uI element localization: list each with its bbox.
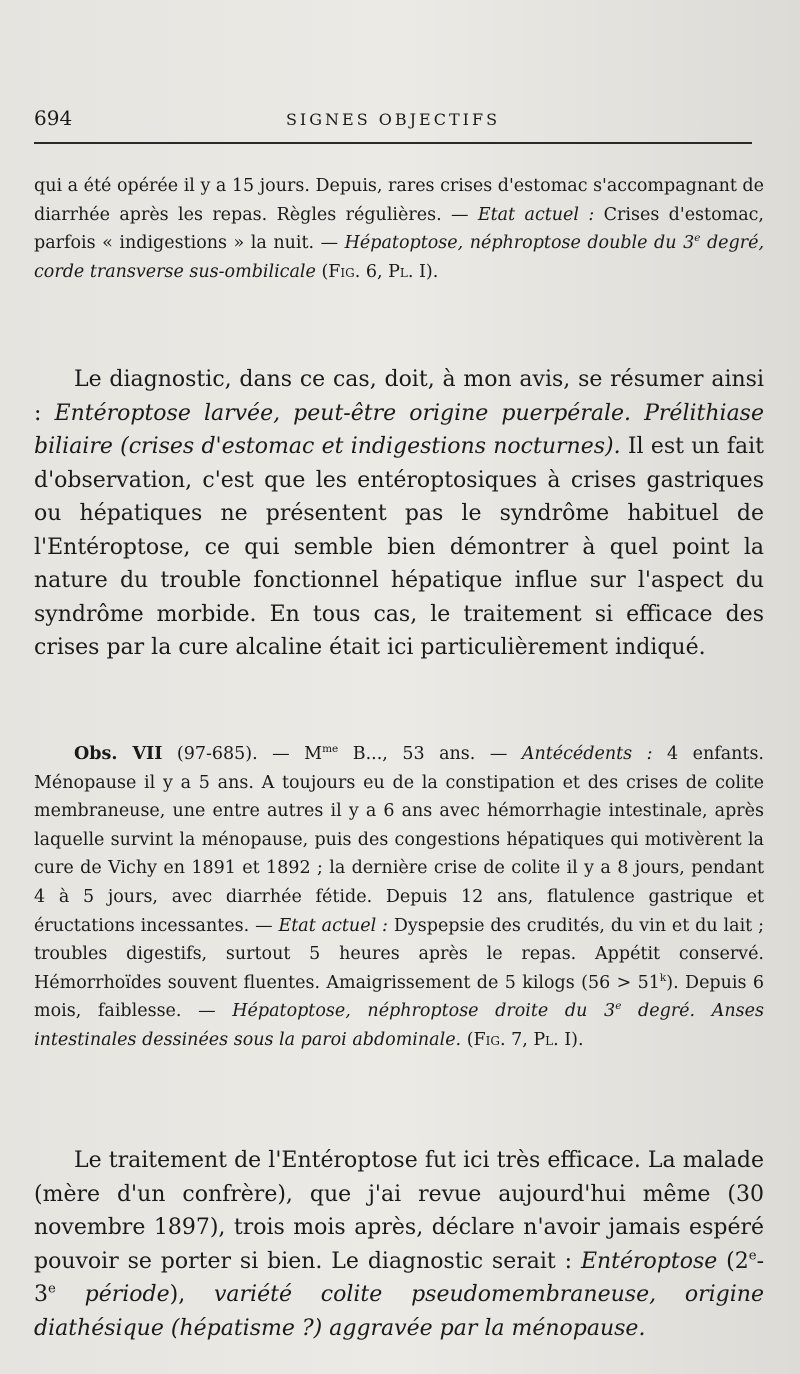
text-run: -3 [34, 1248, 764, 1307]
diagnosis-paragraph [34, 363, 764, 665]
italic-run: période [84, 1282, 170, 1307]
italic-run: variété colite pseudomembraneuse, origine diathésique (hépatisme ?) aggravée par la ménopause. [34, 1282, 764, 1341]
italic-run: Hépatoptose, néphroptose droite du 3e degré. Anses intestinales dessinées sous la paroi abdominale. [34, 1000, 764, 1050]
text-run: ( [461, 1029, 474, 1050]
italic-run: Hépatoptose, néphroptose double du 3e degré, corde transverse sus-ombilicale [34, 232, 765, 282]
text-run: qui a été opérée il y a 15 jours. Depuis, rares crises d'estomac s'accompagnant de diarrhée après les repas. Règles régulières. — [34, 176, 764, 225]
text-run: ), [169, 1282, 214, 1307]
text-run: Le diagnostic, dans ce cas, doit, à mon avis, se résumer ainsi : [34, 367, 764, 426]
italic-run: Entéroptose [580, 1248, 718, 1274]
plate-ref: Pl [388, 261, 408, 282]
page-header [34, 102, 752, 144]
text-run: Dyspepsie des crudités, du vin et du lait ; troubles digestifs, surtout 5 heures après le repas. Appétit conservé. Hémorrhoïdes souvent fluentes. Amaigrissement de 5 kilogs (56 > 51 [34, 915, 764, 993]
text-run: B..., 53 ans. — [338, 744, 522, 764]
italic-run: Antécédents : [521, 744, 653, 764]
observation-continuation-paragraph [34, 172, 764, 286]
treatment-paragraph: Le traitement de l'Entéroptose fut ici très efficace. La malade (mère d'un confrère), que j'ai revue aujourd'hui même (30 novembre 1897), trois mois après, déclare n'avoir jamais espéré pouvoir se porter si bien. Le diagnostic serait : Entéroptose (2e-3e période), variété colite pseudomembraneuse, origine diathésique (hépatisme ?) aggravée par la ménopause. [34, 1148, 764, 1341]
text-run: Il est un fait d'observation, c'est que les entéroptosiques à crises gastriques ou hépatiques ne présentent pas le syndrôme habituel de l'Entéroptose, ce qui semble bien démontrer à quel point la nature du trouble fonctionnel hépatique influe sur l'aspect du syndrôme morbide. En tous cas, le traitement si efficace des crises par la cure alcaline était ici particulièrement indiqué. [34, 434, 764, 660]
text-run: Le traitement de l'Entéroptose fut ici très efficace. La malade (mère d'un confrère), que j'ai revue aujourd'hui même (30 novembre 1897), trois mois après, déclare n'avoir jamais espéré pouvoir se porter si bien. Le diagnostic serait : [34, 1148, 764, 1274]
text-run [56, 1282, 85, 1307]
plate-ref: Pl [533, 1029, 554, 1050]
italic-run: Entéroptose larvée, peut-être origine puerpérale. Prélithiase biliaire (crises d'estomac et indigestions nocturnes). [34, 400, 764, 459]
text-run: 4 enfants. Ménopause il y a 5 ans. A toujours eu de la constipation et des crises de colite membraneuse, une entre autres il y a 6 ans avec hémorrhagie intestinale, après laquelle survint la ménopause, puis des congestions hépatiques qui motivèrent la cure de Vichy en 1891 et 1892 ; la dernière crise de colite il y a 8 jours, pendant 4 à 5 jours, avec diarrhée fétide. Depuis 12 ans, flatulence gastrique et éructations incessantes. — [34, 744, 764, 936]
figure-ref: Fig [473, 1029, 500, 1050]
text-run: . 7, [499, 1029, 534, 1050]
text-run: Crises d'estomac, parfois « indigestions » la nuit. — [34, 204, 764, 254]
text-run: (97-685). — M [162, 744, 323, 764]
text-run: ( [315, 261, 329, 282]
text-run: . I). [553, 1029, 584, 1050]
text-run: . I). [407, 261, 439, 282]
running-title: SIGNES OBJECTIFS [285, 110, 501, 129]
observation-vii-paragraph: Obs. VII (97-685). — $M^{me}$ B..., 53 ans. — Antécédents : 4 enfants. Ménopause il y a 5 ans. A toujours eu de la constipation et des crises de colite membraneuse, une entre autres il y a 6 ans avec hémorrhagie intestinale, après laquelle survint la ménopause, puis des congestions hépatiques qui motivèrent la cure de Vichy en 1891 et 1892 ; la dernière crise de colite il y a 8 jours, pendant 4 à 5 jours, avec diarrhée fétide. Depuis 12 ans, flatulence gastrique et éructations incessantes. — Etat actuel : Dyspepsie des crudités, du vin et du lait ; troubles digestifs, surtout 5 heures après le repas. Appétit conservé. Hémorrhoïdes souvent fluentes. Amaigrissement de 5 kilogs $(56 > 51^k)$. Depuis 6 mois, faiblesse. — Hépatoptose, néphroptose droite du 3e degré. Anses intestinales dessinées sous la paroi abdominale. (Fig. 7, Pl. I). [34, 743, 764, 1050]
text-run: . 6, [354, 261, 389, 282]
text-run: ). Depuis 6 mois, faiblesse. — [34, 972, 764, 1022]
italic-run: Etat actuel : [477, 204, 595, 225]
text-run: (2 [717, 1248, 749, 1274]
page-number: 694 [34, 106, 73, 130]
figure-ref: Fig [328, 261, 355, 282]
italic-run: Etat actuel : [278, 915, 388, 936]
observation-label: Obs. VII [74, 744, 163, 764]
